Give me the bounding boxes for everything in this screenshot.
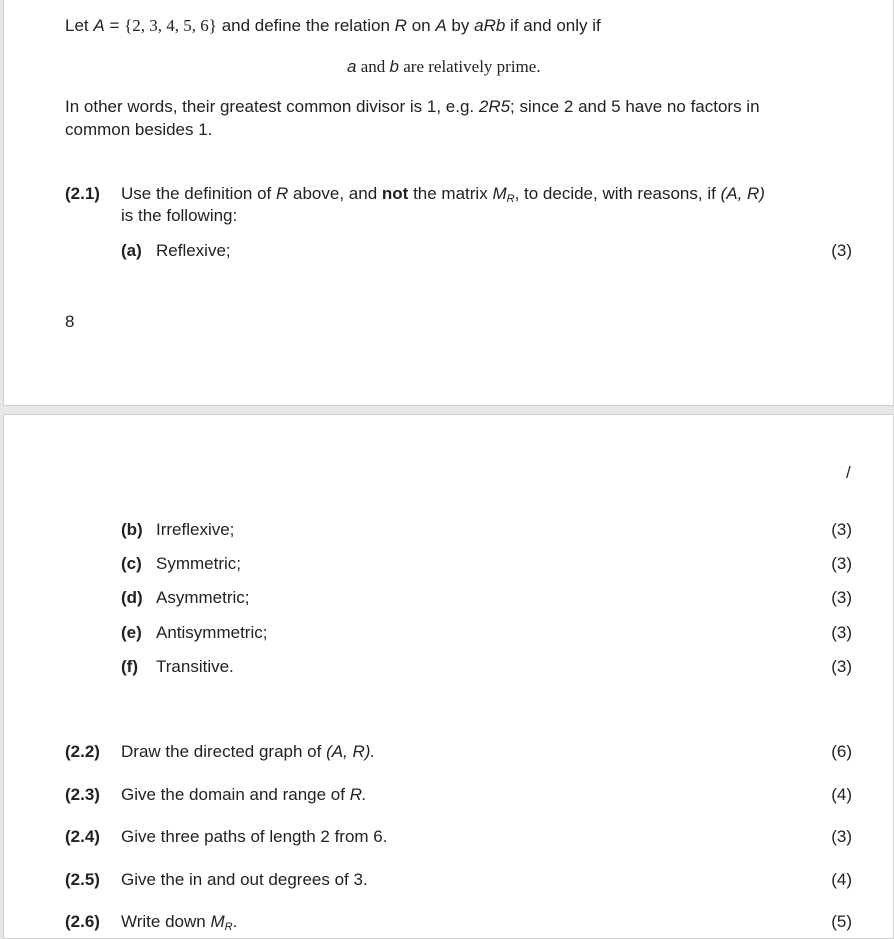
marks: (3): [831, 241, 852, 260]
part-text: Antisymmetric;: [156, 623, 268, 642]
marks: (3): [831, 588, 852, 607]
page-2: [3, 414, 894, 939]
marks: (3): [831, 554, 852, 573]
question-number: (2.3): [65, 785, 100, 804]
intro-line-3: common besides 1.: [65, 120, 213, 139]
part-label: (b): [121, 520, 143, 539]
marks: (6): [831, 742, 852, 761]
part-text: Symmetric;: [156, 554, 241, 573]
part-label: (c): [121, 554, 142, 573]
question-text: Give three paths of length 2 from 6.: [121, 827, 388, 846]
marks: (3): [831, 520, 852, 539]
question-text: Write down $M_R$.: [121, 912, 238, 933]
question-text: Draw the directed graph of (A, R).: [121, 742, 376, 761]
part-text: Reflexive;: [156, 241, 231, 260]
part-label: (f): [121, 657, 138, 676]
marks: (4): [831, 870, 852, 889]
part-text: Transitive.: [156, 657, 234, 676]
marks: (5): [831, 912, 852, 931]
marks: (4): [831, 785, 852, 804]
part-label: (a): [121, 241, 142, 260]
question-number: (2.2): [65, 742, 100, 761]
part-text: Asymmetric;: [156, 588, 250, 607]
definition-display: a and b are relatively prime.: [347, 57, 541, 76]
intro-line-1: Let A = {2, 3, 4, 5, 6} and define the relation R on A by aRb if and only if: [65, 16, 601, 35]
part-text: Irreflexive;: [156, 520, 235, 539]
page-marker: /: [846, 463, 851, 482]
page-1: [3, 0, 894, 406]
question-number: (2.1): [65, 184, 100, 203]
question-text: Give the domain and range of R.: [121, 785, 367, 804]
page-number: 8: [65, 312, 75, 331]
question-number: (2.4): [65, 827, 100, 846]
question-number: (2.6): [65, 912, 100, 931]
marks: (3): [831, 657, 852, 676]
question-number: (2.5): [65, 870, 100, 889]
part-label: (e): [121, 623, 142, 642]
intro-line-2: In other words, their greatest common divisor is 1, e.g. 2R5; since 2 and 5 have no factors in: [65, 97, 760, 116]
part-label: (d): [121, 588, 143, 607]
question-text: Give the in and out degrees of 3.: [121, 870, 368, 889]
question-2-1-line-1: Use the definition of R above, and not the matrix $M_R$, to decide, with reasons, if (A, R): [121, 184, 765, 205]
marks: (3): [831, 827, 852, 846]
marks: (3): [831, 623, 852, 642]
question-2-1-line-2: is the following:: [121, 206, 238, 225]
